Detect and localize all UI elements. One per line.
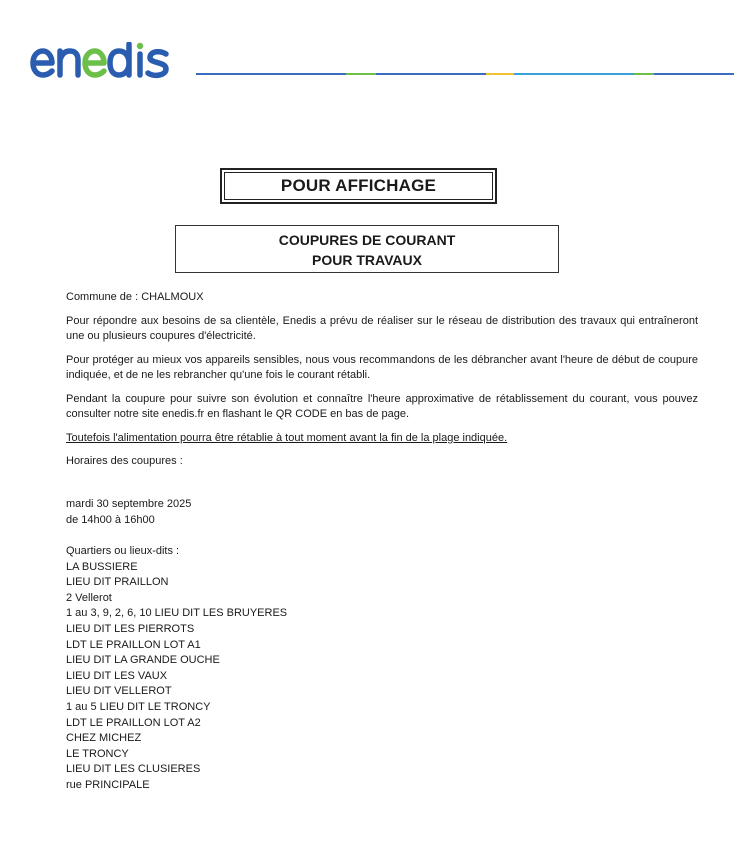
affichage-title: POUR AFFICHAGE: [224, 172, 493, 200]
places-block: [66, 544, 287, 794]
place-item: CHEZ MICHEZ: [66, 732, 142, 745]
place-item: rue PRINCIPALE: [66, 778, 150, 791]
paragraph-intro: Pour répondre aux besoins de sa clientèle, Enedis a prévu de réaliser sur le réseau de distribution des travaux qui entraîneront une ou plusieurs coupures d'électricité.: [66, 314, 698, 342]
coupures-title-line1: COUPURES DE COURANT: [278, 232, 456, 248]
warning-line: Toutefois l'alimentation pourra être rétablie à tout moment avant la fin de la plage indiquée.: [66, 431, 508, 444]
paragraph-followup: Pendant la coupure pour suivre son évolution et connaître l'heure approximative de rétablissement du courant, vous pouvez consulter notre site enedis.fr en flashant le QR CODE en bas de page.: [66, 392, 698, 420]
coupures-box: [175, 225, 559, 273]
paragraph-protection: Pour protéger au mieux vos appareils sensibles, nous vous recommandons de les débrancher avant l'heure de début de coupure indiquée, et de ne les rebrancher qu'une fois le courant rétabli.: [66, 353, 698, 381]
place-item: LDT LE PRAILLON LOT A1: [66, 638, 201, 651]
affichage-box: [220, 168, 497, 204]
coupures-title-line2: POUR TRAVAUX: [312, 252, 422, 268]
place-item: LE TRONCY: [66, 747, 129, 760]
place-item: LIEU DIT LA GRANDE OUCHE: [66, 654, 220, 667]
commune-line: Commune de : CHALMOUX: [66, 291, 204, 303]
place-item: 2 Vellerot: [66, 591, 112, 604]
place-item: 1 au 5 LIEU DIT LE TRONCY: [66, 700, 211, 713]
place-item: LIEU DIT LES PIERROTS: [66, 622, 195, 635]
schedule-time: de 14h00 à 16h00: [66, 513, 155, 526]
place-item: LIEU DIT LES CLUSIERES: [66, 763, 201, 776]
place-item: LIEU DIT VELLEROT: [66, 685, 172, 698]
schedule-date: mardi 30 septembre 2025: [66, 498, 192, 510]
place-item: LIEU DIT LES VAUX: [66, 669, 168, 682]
places-label: Quartiers ou lieux-dits :: [66, 545, 180, 557]
place-item: LDT LE PRAILLON LOT A2: [66, 716, 201, 729]
enedis-logo: [28, 42, 190, 82]
place-item: 1 au 3, 9, 2, 6, 10 LIEU DIT LES BRUYERES: [66, 607, 288, 620]
place-item: LA BUSSIERE: [66, 560, 138, 573]
schedule-block: [66, 497, 191, 528]
place-item: LIEU DIT PRAILLON: [66, 576, 169, 589]
notice-body: [66, 290, 698, 478]
horaires-label: Horaires des coupures :: [66, 455, 183, 467]
enedis-logo-graphic: [28, 42, 190, 82]
header-divider: [196, 73, 734, 75]
